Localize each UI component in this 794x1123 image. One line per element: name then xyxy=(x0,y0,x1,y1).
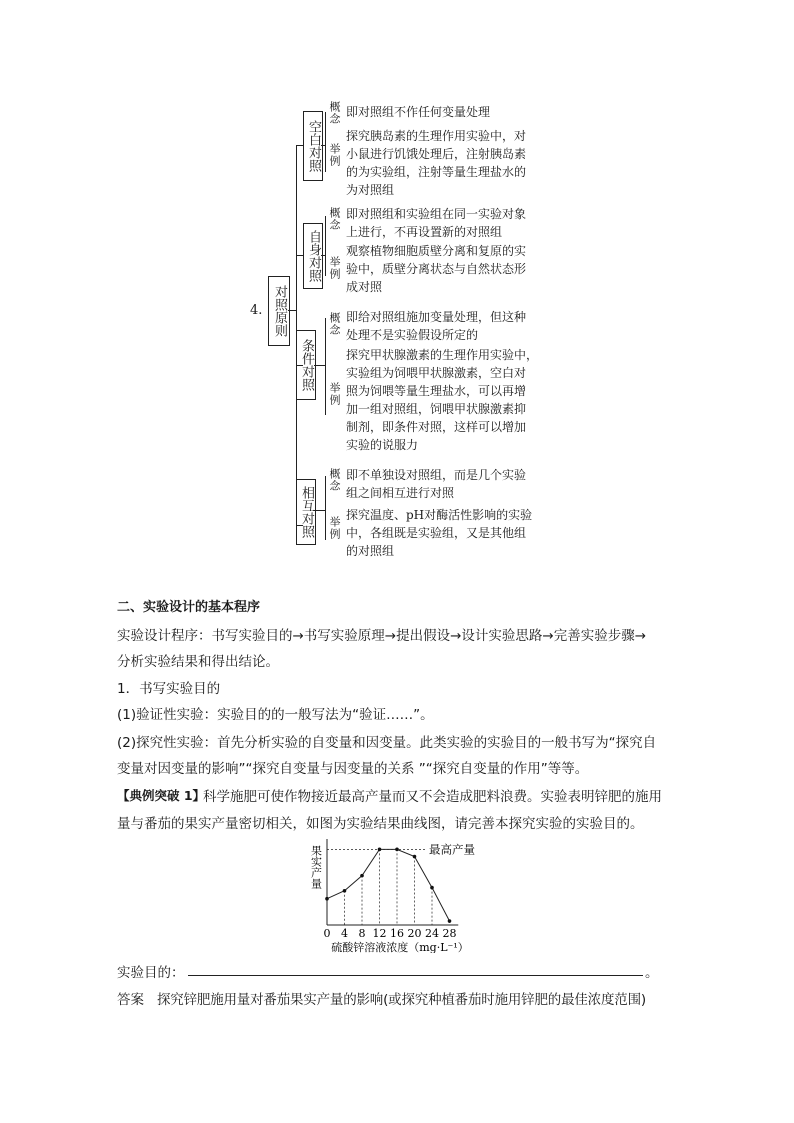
answer-text: 探究锌肥施用量对番茄果实产量的影响(或探究种植番茄时施用锌肥的最佳浓度范围) xyxy=(157,992,646,1008)
concept-tag: 概念 xyxy=(328,312,341,336)
x-tick-label: 16 xyxy=(390,927,404,940)
branch-label-self-control: 自身对照 xyxy=(303,223,323,289)
concept-tag: 概念 xyxy=(328,468,341,492)
x-tick-label: 28 xyxy=(442,927,457,940)
concept-tag: 概念 xyxy=(328,207,341,231)
branch-4-concept: 即不单独设对照组，而是几个实验 组之间相互进行对照 xyxy=(346,468,527,500)
item-1: (1)验证性实验：实验目的的一般写法为“验证……”。 xyxy=(117,707,434,723)
concept-tag: 概念 xyxy=(328,101,341,125)
item-2-line-2: 变量对因变量的影响”“探究自变量与因变量的关系 ”“探究自变量的作用”等等。 xyxy=(117,761,589,777)
x-tick-label: 4 xyxy=(341,927,348,940)
purpose-end: 。 xyxy=(645,965,659,981)
branch-3-example: 探究甲状腺激素的生理作用实验中， 实验组为饲喂甲状腺激素，空白对 照为饲喂等量生理盐水，可以再增 加一组对照组，饲喂甲状腺激素抑 制剂，即条件对照，这样可以增加 实验的说服力 xyxy=(346,348,539,452)
branch-label-mutual-control: 相互对照 xyxy=(296,479,316,545)
answer-label: 答案 xyxy=(117,992,144,1008)
branch-4-example: 探究温度、pH对酶活性影响的实验 中，各组既是实验组，又是其他组 的对照组 xyxy=(346,508,533,558)
data-point xyxy=(448,919,452,923)
data-point xyxy=(413,855,417,859)
x-tick-label: 8 xyxy=(358,927,366,940)
y-axis-label: 果实产量 xyxy=(309,845,323,889)
branch-2-concept: 即对照组和实验组在同一实验对象 上进行，不再设置新的对照组 xyxy=(346,207,527,239)
subheading-1: 1．书写实验目的 xyxy=(117,681,221,697)
data-point xyxy=(430,886,434,890)
max-yield-annotation: 最高产量 xyxy=(429,842,475,857)
data-point xyxy=(378,848,382,852)
x-axis-label: 硫酸锌溶液浓度（mg·L⁻¹） xyxy=(331,941,469,953)
example-tag-label: 【典例突破 1】 xyxy=(117,788,206,803)
branch-label-condition-control: 条件对照 xyxy=(296,330,316,400)
series-line xyxy=(327,849,450,921)
procedure-line-1: 实验设计程序：书写实验目的→书写实验原理→提出假设→设计实验思路→完善实验步骤→ xyxy=(117,628,647,644)
x-tick-label: 0 xyxy=(323,927,331,940)
example-line-1: 科学施肥可使作物接近最高产量而又不会造成肥料浪费。实验表明锌肥的施用 xyxy=(203,789,662,805)
example-line-2: 量与番茄的果实产量密切相关，如图为实验结果曲线图，请完善本探究实验的实验目的。 xyxy=(117,816,644,832)
data-point xyxy=(325,897,329,901)
x-tick-label: 20 xyxy=(407,927,422,940)
data-point xyxy=(395,848,399,852)
branch-1-example: 探究胰岛素的生理作用实验中，对 小鼠进行饥饿处理后，注射胰岛素 的为实验组，注射等量生理盐水的 为对照组 xyxy=(346,129,527,197)
example-tag: 举例 xyxy=(328,516,341,540)
branch-2-example: 观察植物细胞质壁分离和复原的实 验中，质壁分离状态与自然状态形 成对照 xyxy=(346,244,527,294)
data-point xyxy=(360,874,364,878)
item-2-line-1: (2)探究性实验：首先分析实验的自变量和因变量。此类实验的实验目的一般书写为“探究自 xyxy=(117,735,657,751)
procedure-line-2: 分析实验结果和得出结论。 xyxy=(117,654,279,670)
x-tick-label: 12 xyxy=(372,927,387,940)
example-tag: 举例 xyxy=(328,143,341,167)
branch-3-concept: 即给对照组施加变量处理，但这种 处理不是实验假设所定的 xyxy=(346,310,527,342)
branch-label-blank-control: 空白对照 xyxy=(303,111,323,181)
purpose-label: 实验目的： xyxy=(117,965,185,981)
branch-1-concept: 即对照组不作任何变量处理 xyxy=(346,105,491,119)
section-heading: 二、实验设计的基本程序 xyxy=(117,600,261,615)
x-tick-label: 24 xyxy=(425,927,439,940)
data-point xyxy=(343,889,347,893)
example-tag: 举例 xyxy=(328,256,341,280)
purpose-blank-line xyxy=(188,975,643,976)
root-box: 对照原则 xyxy=(268,276,290,346)
item-number: 4. xyxy=(250,303,263,318)
yield-chart xyxy=(300,835,500,953)
example-tag: 举例 xyxy=(328,382,341,406)
